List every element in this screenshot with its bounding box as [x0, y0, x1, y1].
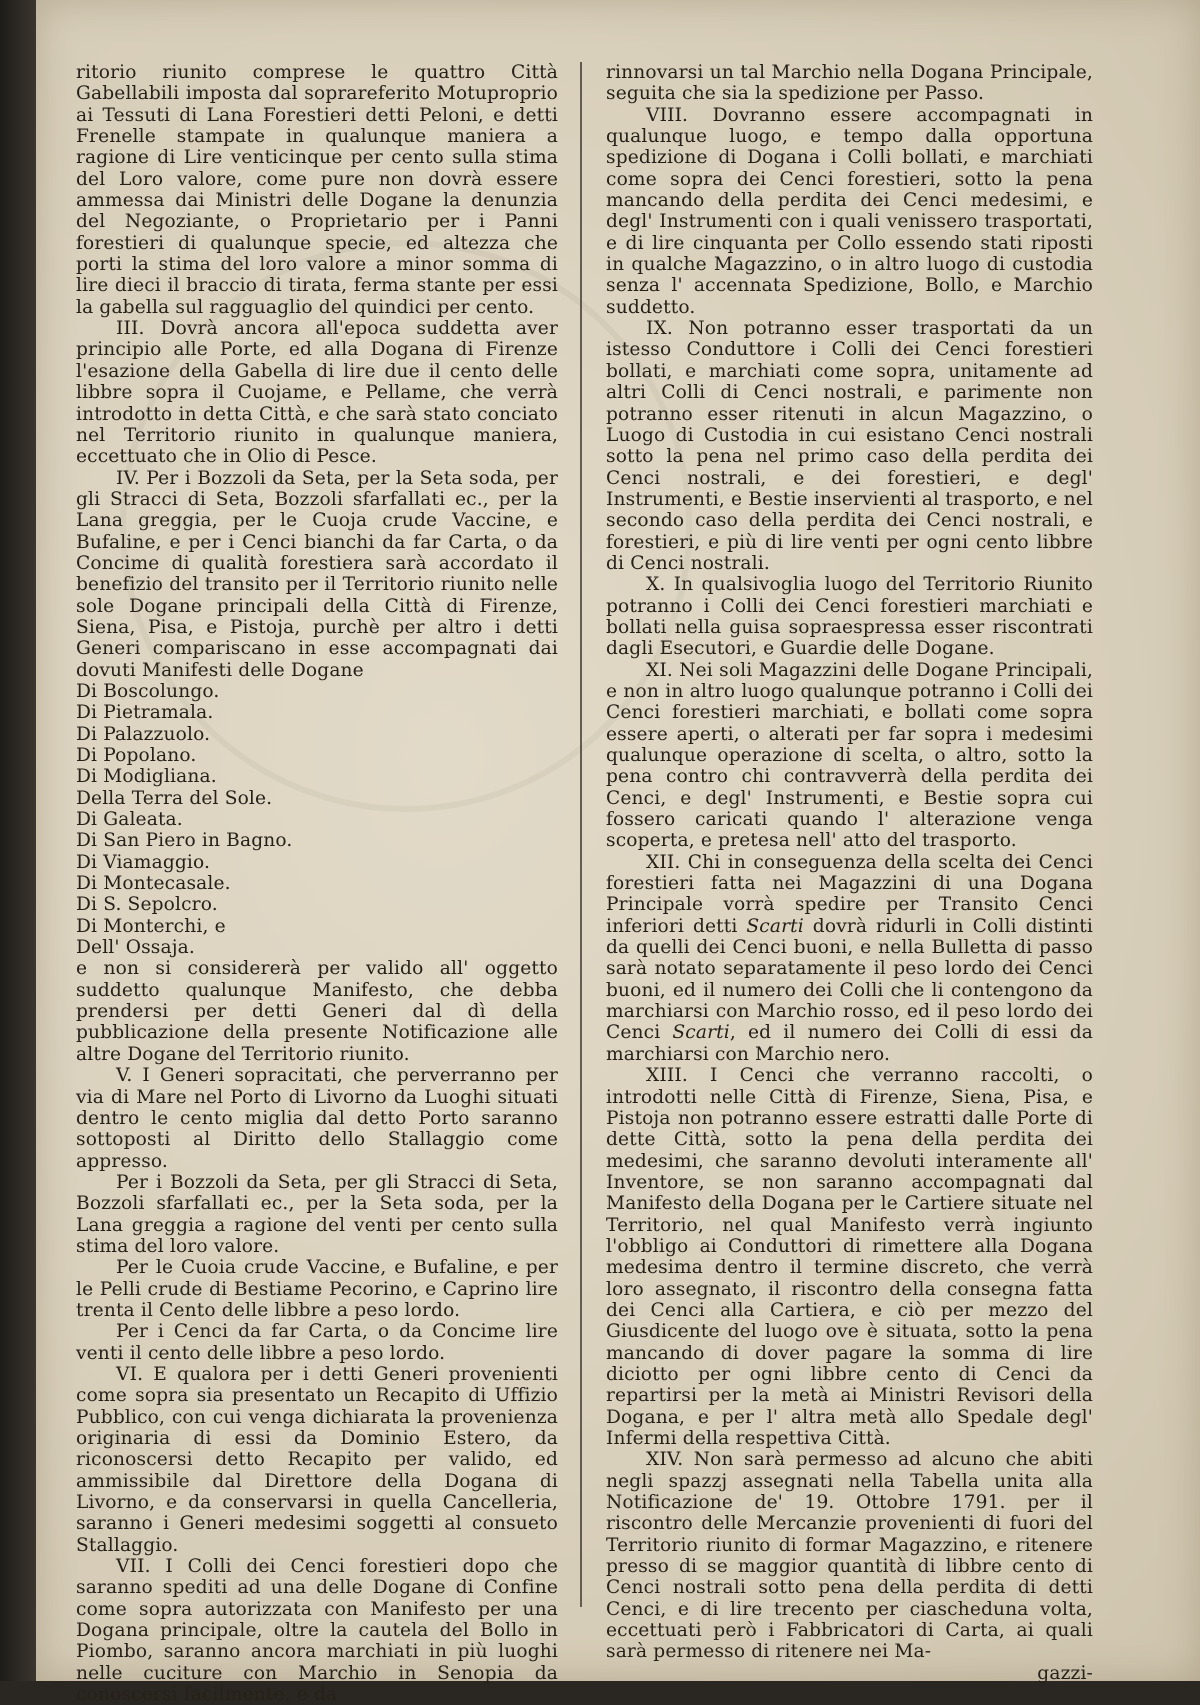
dogana-item: Di Boscolungo.: [76, 680, 220, 702]
scarti-term: Scarti: [672, 1022, 730, 1044]
article-xii-text-a: XII. Chi in conseguenza della scelta dei Cenci forestieri fatta nei Magazzini di una Dogana Principale vorrà spedire per Transito Cenci inferiori detti: [606, 851, 1093, 937]
dogana-item: Della Terra del Sole.: [76, 787, 273, 809]
article-iv-continuation: e non si considererà per valido all' oggetto suddetto qualunque Manifesto, che debba prendersi per detti Generi dal dì della pubblicazione della presente Notificazione alle altre Dogane del Territorio riunito.: [76, 958, 558, 1065]
right-column: [606, 62, 1093, 1684]
article-xiii: XIII. I Cenci che verranno raccolti, o introdotti nelle Città di Firenze, Siena, Pisa, e Pistoja non potranno essere estratti dalle Porte di dette Città, sotto la pena della perdita dei medesimi, che saranno devoluti interamente all' Inventore, se non saranno accompagnati dal Manifesto della Dogana per le Cartiere situate nel Territorio, nel qual Manifesto verrà ingiunto l'obbligo ai Conduttori di rimettere alla Dogana medesima dentro il termine discreto, che verrà loro assegnato, il riscontro della consegna fatta dei Cenci alla Cartiera, e ciò per mezzo del Giusdicente del luogo ove è situata, sotto la pena mancando di dover pagare la somma di lire diciotto per ogni libbre cento di Cenci da repartirsi per la metà ai Ministri Revisori della Dogana, e per l' altra metà allo Spedale degl' Infermi della respettiva Città.: [606, 1065, 1093, 1449]
dogana-item: Di S. Sepolcro.: [76, 894, 218, 916]
article-vi: VI. E qualora per i detti Generi provenienti come sopra sia presentato un Recapito di Uffizio Pubblico, con cui venga dichiarata la provenienza originaria di essi da Dominio Estero, da riconoscersi detto Recapito per valido, ed ammissibile dal Direttore della Dogana di Livorno, e da conservarsi in quella Cancelleria, saranno i Generi medesimi soggetti al consueto Stallaggio.: [76, 1363, 558, 1556]
article-xii: [606, 852, 1093, 1065]
dogana-item: Di San Piero in Bagno.: [76, 830, 293, 852]
dogana-item: Di Viamaggio.: [76, 851, 211, 873]
article-x: X. In qualsivoglia luogo del Territorio Riunito potranno i Colli dei Cenci forestieri marchiati e bollati nella guisa sopraespressa esser riscontrati dagli Esecutori, e Guardie delle Dogane.: [606, 574, 1093, 660]
scarti-term: Scarti: [746, 915, 804, 937]
dogana-item: Dell' Ossaja.: [76, 937, 195, 959]
dogana-item: Di Popolano.: [76, 745, 197, 766]
article-vii: VII. I Colli dei Cenci forestieri dopo che saranno spediti ad una delle Dogane di Confine come sopra autorizzata con Manifesto per una Dogana principale, oltre la cautela del Bollo in Piombo, saranno ancora marchiati in più luoghi nelle cuciture con Marchio in Senopia da conoscersi facilmente, e da: [76, 1556, 558, 1705]
article-xiv: XIV. Non sarà permesso ad alcuno che abiti negli spazzj assegnati nella Tabella unita alla Notificazione de' 19. Ottobre 1791. per il riscontro delle Mercanzie provenienti di fuori del Territorio riunito di formar Magazzino, e ritenere presso di se maggior quantità di libbre cento di Cenci nostrali sotto pena della perdita di detti Cenci, e di lire trecento per ciascheduna volta, eccettuati però i Fabbricatori di Carta, ai quali sarà permesso di ritenere nei Ma-: [606, 1449, 1093, 1663]
dogana-item: Di Pietramala.: [76, 702, 214, 724]
article-v: V. I Generi sopracitati, che perverranno per via di Mare nel Porto di Livorno da Luoghi situati dentro le cento miglia dal detto Porto saranno sottoposti al Diritto dello Stallaggio come appresso.: [76, 1065, 558, 1172]
article-vii-continuation: rinnovarsi un tal Marchio nella Dogana Principale, seguita che sia la spedizione per Passo.: [606, 62, 1093, 105]
dogane-list: [76, 681, 558, 958]
dogana-item: Di Monterchi, e: [76, 915, 226, 937]
dogana-item: Di Galeata.: [76, 809, 183, 831]
tariff-hides: Per le Cuoia crude Vaccine, e Bufaline, e per le Pelli crude di Bestiame Pecorino, e Caprino lire trenta il Cento delle libbre a peso lordo.: [76, 1257, 558, 1321]
article-iv: IV. Per i Bozzoli da Seta, per la Seta soda, per gli Stracci di Seta, Bozzoli sfarfallati ec., per la Lana greggia, per le Cuoja crude Vaccine, e Bufaline, e per i Cenci bianchi da far Carta, o da Concime di qualità forestiera sarà accordato il benefizio del transito per il Territorio riunito nelle sole Dogane principali della Città di Firenze, Siena, Pisa, e Pistoja, purchè per altro i detti Generi compariscano in esse accompagnati dai dovuti Manifesti delle Dogane: [76, 467, 558, 681]
paragraph-continuation: ritorio riunito comprese le quattro Città Gabellabili imposta dal soprareferito Motuproprio ai Tessuti di Lana Forestieri detti Peloni, e detti Frenelle stampate in qualunque maniera a ragione di Lire venticinque per cento sulla stima del Loro valore, come pure non dovrà essere ammessa dai Ministri delle Dogane la denunzia del Negoziante, o Proprietario per i Panni forestieri di qualunque specie, ed altezza che porti la stima del loro valore a minor somma di lire dieci il braccio di tirata, ferma stante per essi la gabella sul ragguaglio del quindici per cento.: [76, 62, 558, 318]
column-divider: [580, 62, 582, 1607]
catchword: gazzi-: [1037, 1662, 1093, 1684]
dogana-item: Di Montecasale.: [76, 873, 231, 895]
article-ix: IX. Non potranno esser trasportati da un istesso Conduttore i Colli dei Cenci forestieri bollati, e marchiati come sopra, unitamente ad altri Colli di Cenci nostrali, e parimente non potranno esser ritenuti in alcun Magazzino, o Luogo di Custodia in cui esistano Cenci nostrali sotto la pena nel primo caso della perdita dei Cenci nostrali, e dei forestieri, e degl' Instrumenti, e Bestie inservienti al trasporto, e nel secondo caso della perdita dei Cenci nostrali, e forestieri, e più di lire venti per ogni cento libbre di Cenci nostrali.: [606, 318, 1093, 574]
dogana-item: Di Palazzuolo.: [76, 723, 211, 745]
tariff-rags: Per i Cenci da far Carta, o da Concime lire venti il cento delle libbre a peso lordo.: [76, 1321, 558, 1364]
article-xii-text-c: , ed il numero dei Colli di essi da marchiarsi con Marchio nero.: [606, 1022, 1093, 1065]
tariff-silk: Per i Bozzoli da Seta, per gli Stracci di Seta, Bozzoli sfarfallati ec., per la Seta soda, per la Lana greggia a ragione del venti per cento sulla stima del loro valore.: [76, 1171, 558, 1257]
scan-edge: [0, 0, 36, 1681]
article-viii: VIII. Dovranno essere accompagnati in qualunque luogo, e tempo dalla opportuna spedizione di Dogana i Colli bollati, e marchiati come sopra dei Cenci forestieri, sotto la pena mancando della perdita dei Cenci medesimi, e degl' Instrumenti con i quali venissero trasportati, e di lire cinquanta per Collo essendo stati riposti in qualche Magazzino, o in altro luogo di custodia senza l' accennata Spedizione, Bollo, e Marchio suddetto.: [606, 104, 1093, 318]
article-xii-text-b: dovrà ridurli in Colli distinti da quelli dei Cenci buoni, e nella Bulletta di passo sarà notato separatamente il peso lordo dei Cenci buoni, ed il numero dei Colli che li contengono da marchiarsi con Marchio rosso, ed il peso lordo dei Cenci: [606, 915, 1093, 1044]
left-column: [76, 62, 558, 1705]
article-iii: III. Dovrà ancora all'epoca suddetta aver principio alle Porte, ed alla Dogana di Firenze l'esazione della Gabella di lire due il cento delle libbre sopra il Cuojame, e Pellame, che verrà introdotto in detta Città, e che sarà stato conciato nel Territorio riunito in qualunque maniera, eccettuato che in Olio di Pesce.: [76, 318, 558, 468]
dogana-item: Di Modigliana.: [76, 766, 217, 788]
article-xi: XI. Nei soli Magazzini delle Dogane Principali, e non in altro luogo qualunque potranno i Colli dei Cenci forestieri marchiati, e bollati come sopra essere aperti, o alterati per far sopra i medesimi qualunque operazione di scelta, o altro, sotto la pena contro chi contravverrà della perdita dei Cenci, e degl' Instrumenti, e Bestie sopra cui fossero caricati quando l' alterazione venga scoperta, e pretesa nell' atto del trasporto.: [606, 659, 1093, 852]
